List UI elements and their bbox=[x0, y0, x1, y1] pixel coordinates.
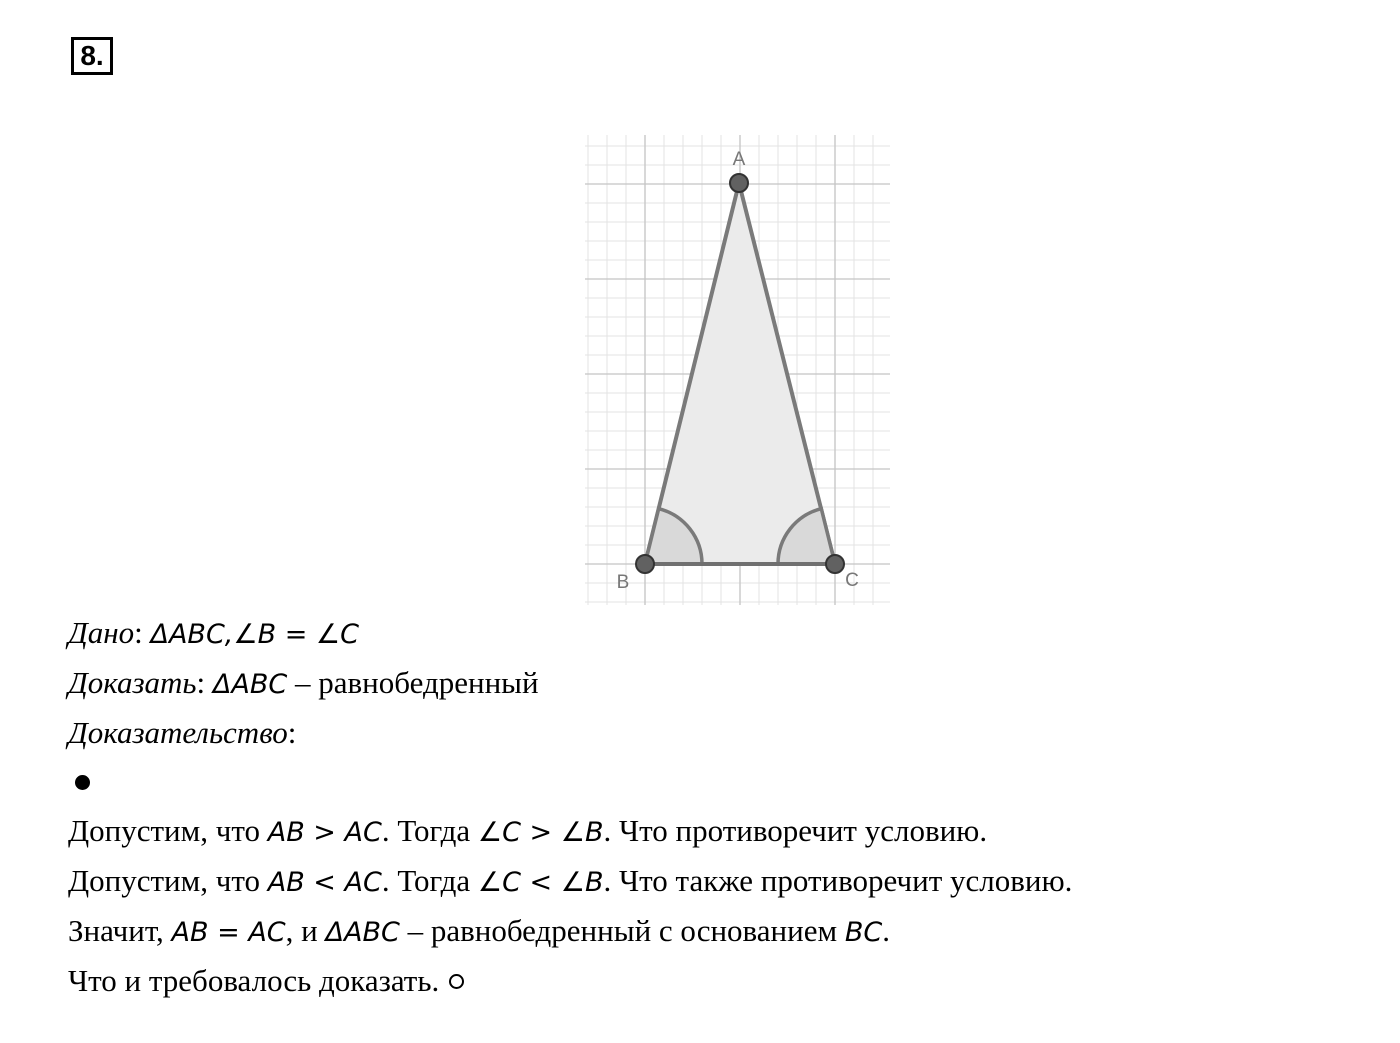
proof-line-3: Значит, AB = AC, и ΔABC – равнобедренный с основанием BC. bbox=[68, 913, 890, 948]
vertex-b-label: B bbox=[616, 572, 630, 593]
proof-line-2: Допустим, что AB < AC. Тогда ∠C < ∠B. Что также противоречит условию. bbox=[68, 863, 1073, 898]
vertex-c-label: C bbox=[845, 570, 859, 591]
prove-text: – равнобедренный bbox=[295, 665, 539, 700]
given-line: Дано: ΔABC,∠B = ∠C bbox=[68, 615, 359, 650]
given-math: ΔABC,∠B = ∠C bbox=[150, 619, 359, 650]
proof-line-1: Допустим, что AB > AC. Тогда ∠C > ∠B. Что противоречит условию. bbox=[68, 813, 988, 848]
conclusion-line bbox=[68, 961, 464, 1001]
bullet-icon bbox=[75, 775, 90, 790]
given-label: Дано bbox=[68, 615, 135, 650]
proof-heading: Доказательство: bbox=[68, 715, 297, 750]
vertex-b-point bbox=[636, 555, 654, 573]
triangle-figure bbox=[585, 135, 890, 605]
problem-number: 8. bbox=[71, 37, 113, 75]
prove-line: Доказать: ΔABC – равнобедренный bbox=[68, 665, 539, 700]
prove-label: Доказать bbox=[68, 665, 197, 700]
vertex-c-point bbox=[826, 555, 844, 573]
conclusion-text: Что и требовалось доказать. bbox=[68, 963, 440, 998]
vertex-a-label: A bbox=[732, 149, 746, 170]
qed-circle-icon bbox=[449, 974, 464, 989]
vertex-a-point bbox=[730, 174, 748, 192]
prove-math: ΔABC bbox=[212, 669, 288, 700]
proof-label: Доказательство bbox=[68, 715, 288, 750]
